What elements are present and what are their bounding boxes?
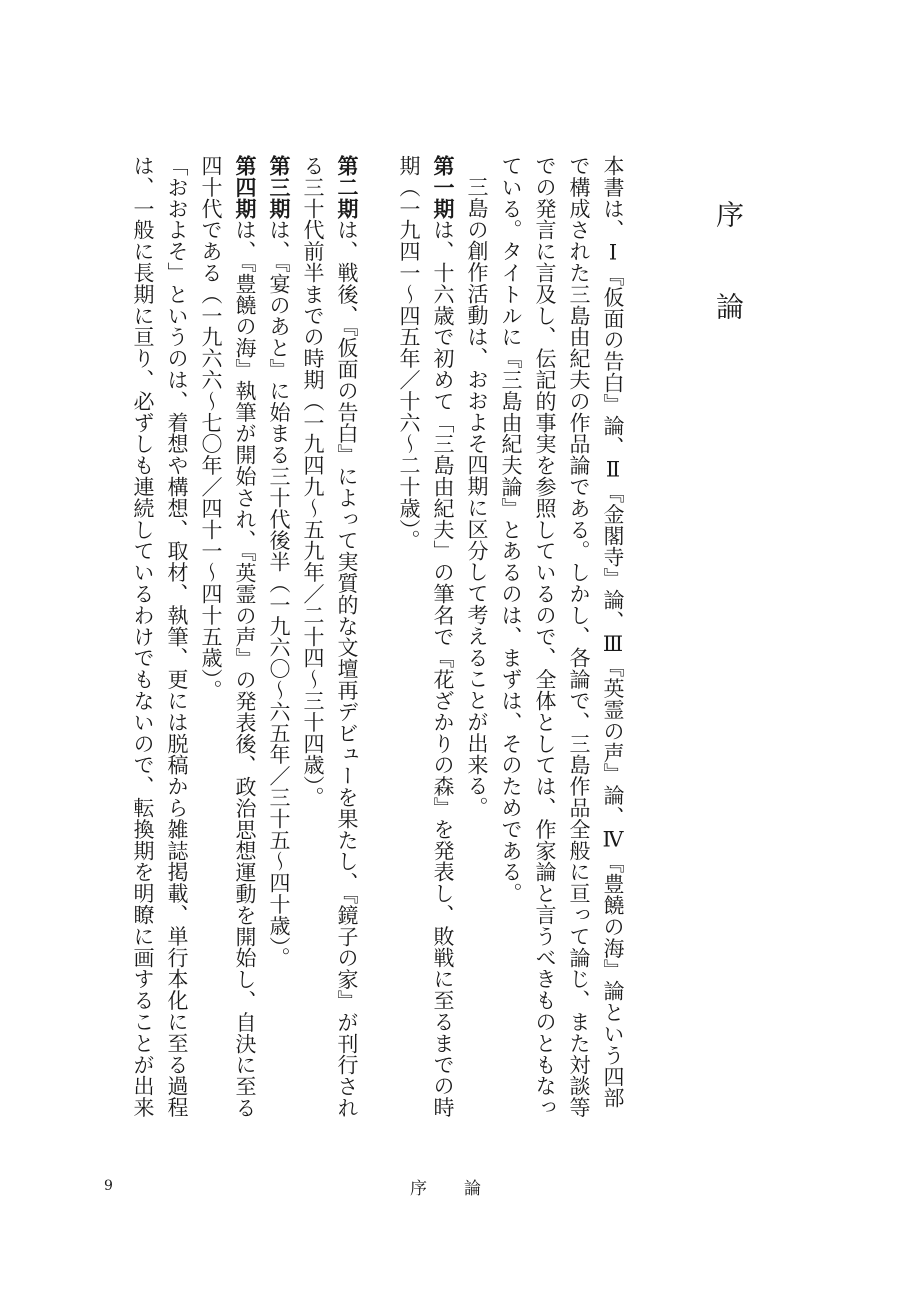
phase-3-text: は、『宴のあと』に始まる三十代後半（一九六〇～六五年／三十五～四十歳）。	[267, 219, 291, 969]
paragraph-phase-1	[392, 155, 460, 1125]
paragraph-phase-3	[262, 155, 296, 1125]
paragraph-phase-4	[194, 155, 262, 1125]
page-number: 9	[104, 1178, 113, 1194]
phase-4-text: は、『豊饒の海』執筆が開始され、『英霊の声』の発表後、政治思想運動を開始し、自決に至る四十代である（一九六六～七〇年／四十一～四十五歳）。	[199, 155, 257, 1119]
paragraph-oyoso: 「おおよそ」というのは、着想や構想、取材、執筆、更には脱稿から雑誌掲載、単行本化に至る過程は、一般に長期に亘り、必ずしも連続しているわけでもないので、転換期を明瞭に画することが出来	[131, 155, 189, 1118]
phase-1-text: は、十六歳で初めて「三島由紀夫」の筆名で『花ざかりの森』を発表し、敗戦に至るまでの時期（一九四一～四五年／十六～二十歳）。	[397, 155, 455, 1119]
body-text	[110, 155, 630, 1125]
running-title: 序 論	[410, 1179, 491, 1199]
page-title: 序 論	[712, 200, 745, 338]
phase-2-text: は、戦後、『仮面の告白』によって実質的な文壇再デビューを果たし、『鏡子の家』が刊行される三十代前半までの時期（一九四九～五九年／二十四～三十四歳）。	[301, 155, 359, 1119]
paragraph-periods: 三島の創作活動は、おおよそ四期に区分して考えることが出来る。	[465, 176, 489, 818]
phase-3-label: 第三期	[267, 155, 292, 220]
paragraph-intro: 本書は、Ⅰ『仮面の告白』論、Ⅱ『金閣寺』論、Ⅲ『英霊の声』論、Ⅳ『豊饒の海』論という四部で構成された三島由紀夫の作品論である。しかし、各論で、三島作品全般に亘って論じ、また対談等での発言に言及し、伝記的事実を参照しているので、全体としては、作家論と言うべきものともなっている。タイトルに『三島由紀夫論』とあるのは、まずは、そのためである。	[499, 155, 625, 1118]
phase-4-label: 第四期	[233, 155, 258, 220]
phase-2-label: 第二期	[335, 155, 360, 220]
phase-1-label: 第一期	[431, 155, 456, 220]
paragraph-phase-2	[296, 155, 364, 1125]
